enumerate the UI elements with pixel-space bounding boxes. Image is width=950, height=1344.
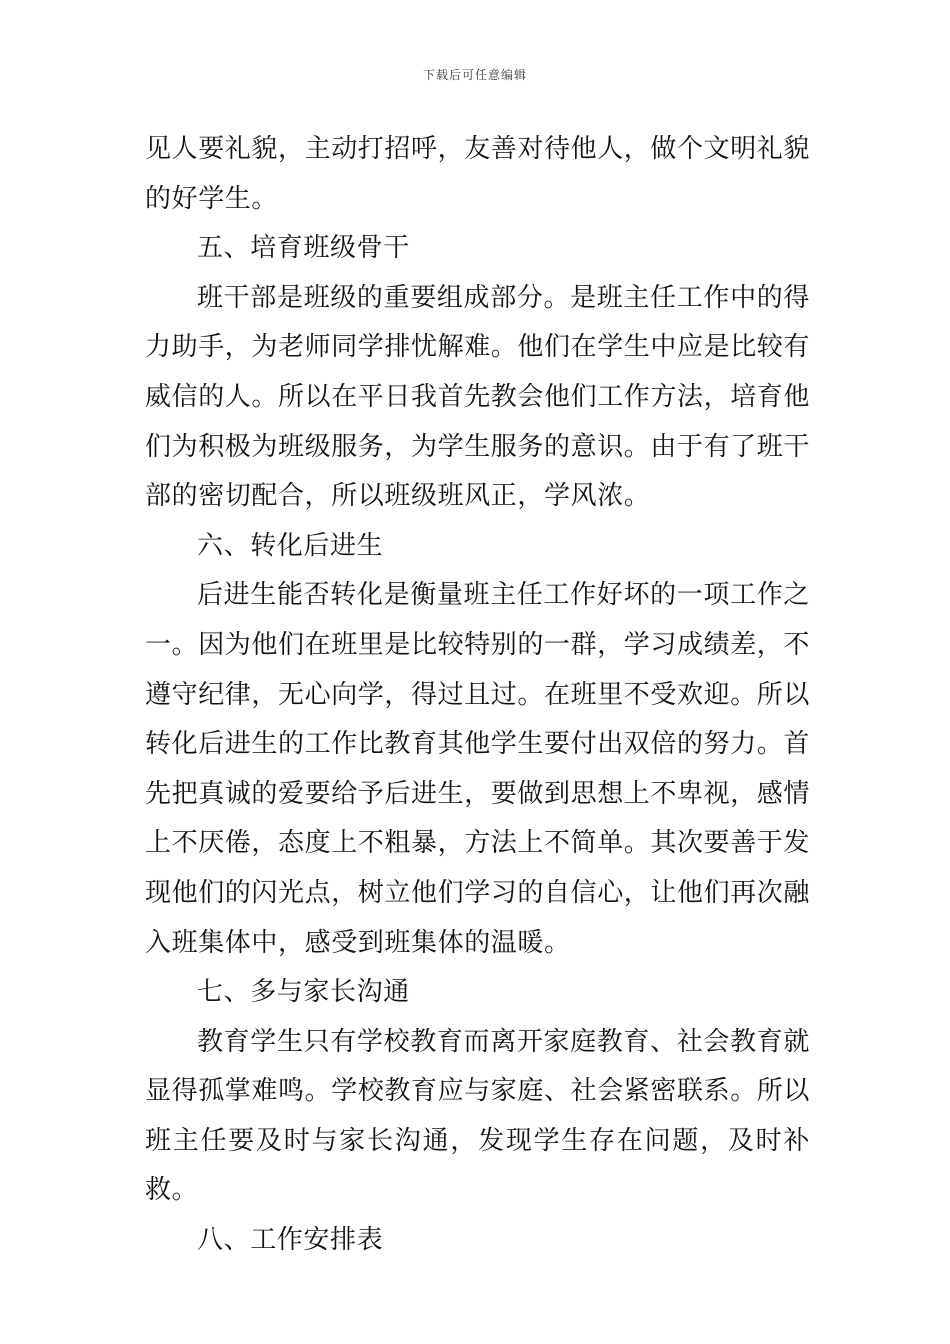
section-heading-5: 五、培育班级骨干 [197,233,410,264]
paragraph-parent-communication: 教育学生只有学校教育而离开家庭教育、社会教育就显得孤掌难鸣。学校教育应与家庭、社会紧密联系。所以班主任要及时与家长沟通，发现学生存在问题，及时补救。 [145,1026,811,1206]
section-heading-6: 六、转化后进生 [197,530,384,561]
paragraph-underachievers: 后进生能否转化是衡量班主任工作好坏的一项工作之一。因为他们在班里是比较特别的一群，学习成绩差，不遵守纪律，无心向学，得过且过。在班里不受欢迎。所以转化后进生的工作比教育其他学生要付出双倍的努力。首先把真诚的爱要给予后进生，要做到思想上不卑视，感情上不厌倦，态度上不粗暴，方法上不简单。其次要善于发现他们的闪光点，树立他们学习的自信心，让他们再次融入班集体中，感受到班集体的温暖。 [145,580,811,958]
paragraph-continuation: 见人要礼貌，主动打招呼，友善对待他人，做个文明礼貌的好学生。 [145,134,811,214]
section-heading-8: 八、工作安排表 [197,1225,384,1256]
paragraph-class-leaders: 班干部是班级的重要组成部分。是班主任工作中的得力助手，为老师同学排忧解难。他们在学生中应是比较有威信的人。所以在平日我首先教会他们工作方法，培育他们为积极为班级服务，为学生服务的意识。由于有了班干部的密切配合，所以班级班风正，学风浓。 [145,282,811,512]
document-body [145,125,810,1266]
section-heading-7: 七、多与家长沟通 [197,977,410,1008]
page-header: 下载后可任意编辑 [422,68,527,82]
